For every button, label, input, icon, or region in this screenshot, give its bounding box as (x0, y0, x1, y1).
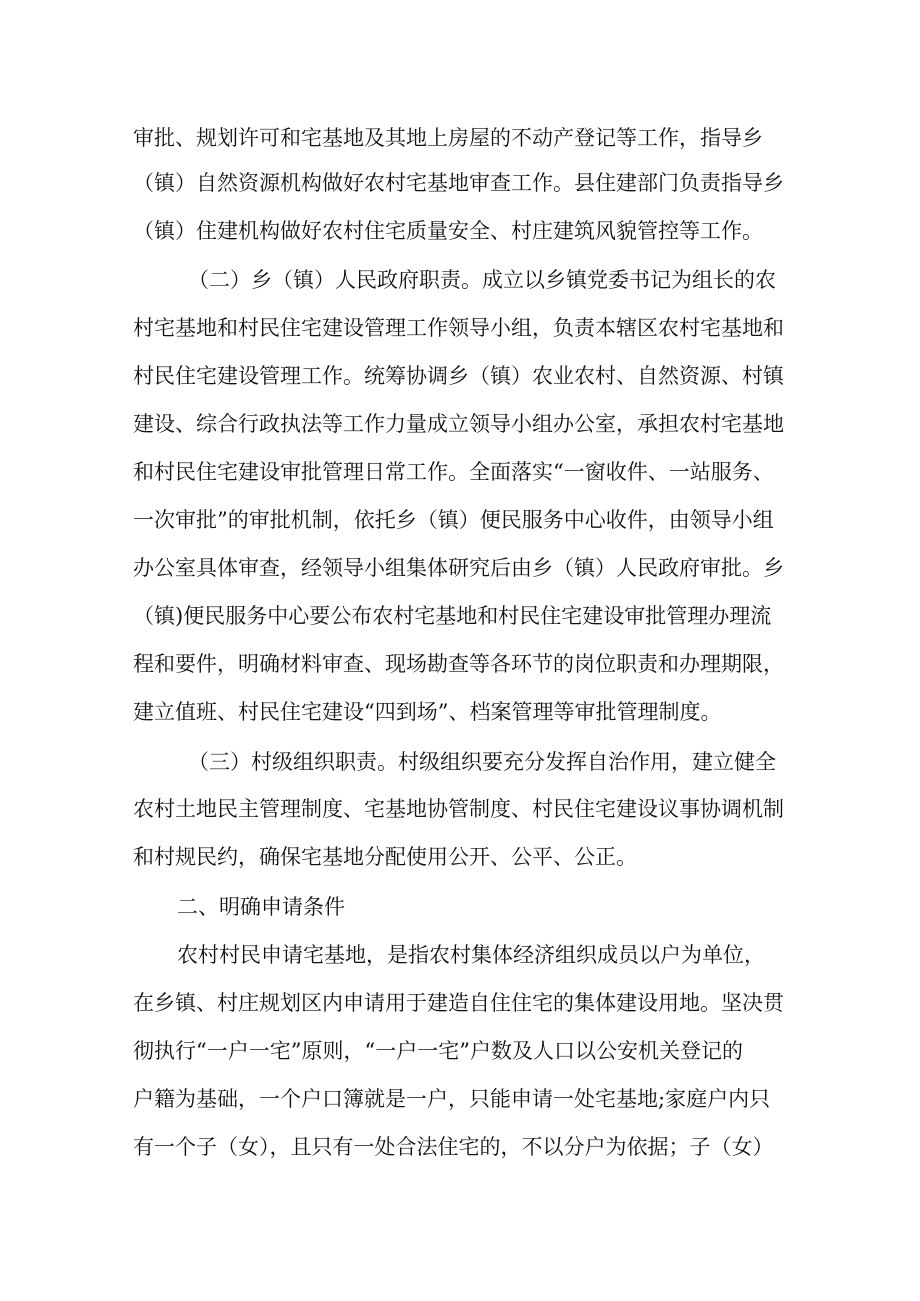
body-text-line: 村民住宅建设管理工作。统筹协调乡（镇）农业农村、自然资源、村镇 (133, 364, 784, 388)
body-text-line: （镇)便民服务中心要公布农村宅基地和村民住宅建设审批管理办理流 (133, 604, 772, 628)
body-text-line: 审批、规划许可和宅基地及其地上房屋的不动产登记等工作，指导乡 (133, 126, 763, 150)
body-text-line: 一次审批”的审批机制，依托乡（镇）便民服务中心收件，由领导小组 (133, 508, 774, 532)
body-text-line: 建设、综合行政执法等工作力量成立领导小组办公室，承担农村宅基地 (133, 412, 784, 436)
body-text-line: 村宅基地和村民住宅建设管理工作领导小组，负责本辖区农村宅基地和 (133, 316, 784, 340)
section-heading-village-duties: （三）村级组织职责。村级组织要充分发挥自治作用，建立健全 (188, 750, 776, 774)
body-text-line: 农村土地民主管理制度、宅基地协管制度、村民住宅建设议事协调机制 (133, 797, 784, 821)
body-text-line: 和村民住宅建设审批管理日常工作。全面落实“一窗收件、一站服务、 (133, 460, 774, 484)
body-text-line: （镇）住建机构做好农村住宅质量安全、村庄建筑风貌管控等工作。 (133, 219, 763, 243)
body-text-line: 办公室具体审查，经领导小组集体研究后由乡（镇）人民政府审批。乡 (133, 556, 784, 580)
body-text-line: 有一个子（女），且只有一处合法住宅的，不以分户为依据；子（女） (133, 1135, 774, 1159)
body-text-line: 彻执行“一户一宅”原则，“一户一宅”户数及人口以公安机关登记的 (133, 1039, 743, 1063)
body-text-line: 农村村民申请宅基地，是指农村集体经济组织成员以户为单位， (177, 943, 765, 967)
section-heading-application-conditions: 二、明确申请条件 (177, 895, 345, 919)
body-text-line: 建立值班、村民住宅建设“四到场”、档案管理等审批管理制度。 (133, 700, 722, 724)
section-heading-township-duties: （二）乡（镇）人民政府职责。成立以乡镇党委书记为组长的农 (188, 268, 776, 292)
body-text-line: 户籍为基础，一个户口簿就是一户，只能申请一处宅基地;家庭户内只 (133, 1087, 771, 1111)
body-text-line: 在乡镇、村庄规划区内申请用于建造自住住宅的集体建设用地。坚决贯 (133, 991, 784, 1015)
body-text-line: （镇）自然资源机构做好农村宅基地审查工作。县住建部门负责指导乡 (133, 171, 784, 195)
body-text-line: 程和要件，明确材料审查、现场勘查等各环节的岗位职责和办理期限， (133, 652, 784, 676)
body-text-line: 和村规民约，确保宅基地分配使用公开、公平、公正。 (133, 845, 637, 869)
